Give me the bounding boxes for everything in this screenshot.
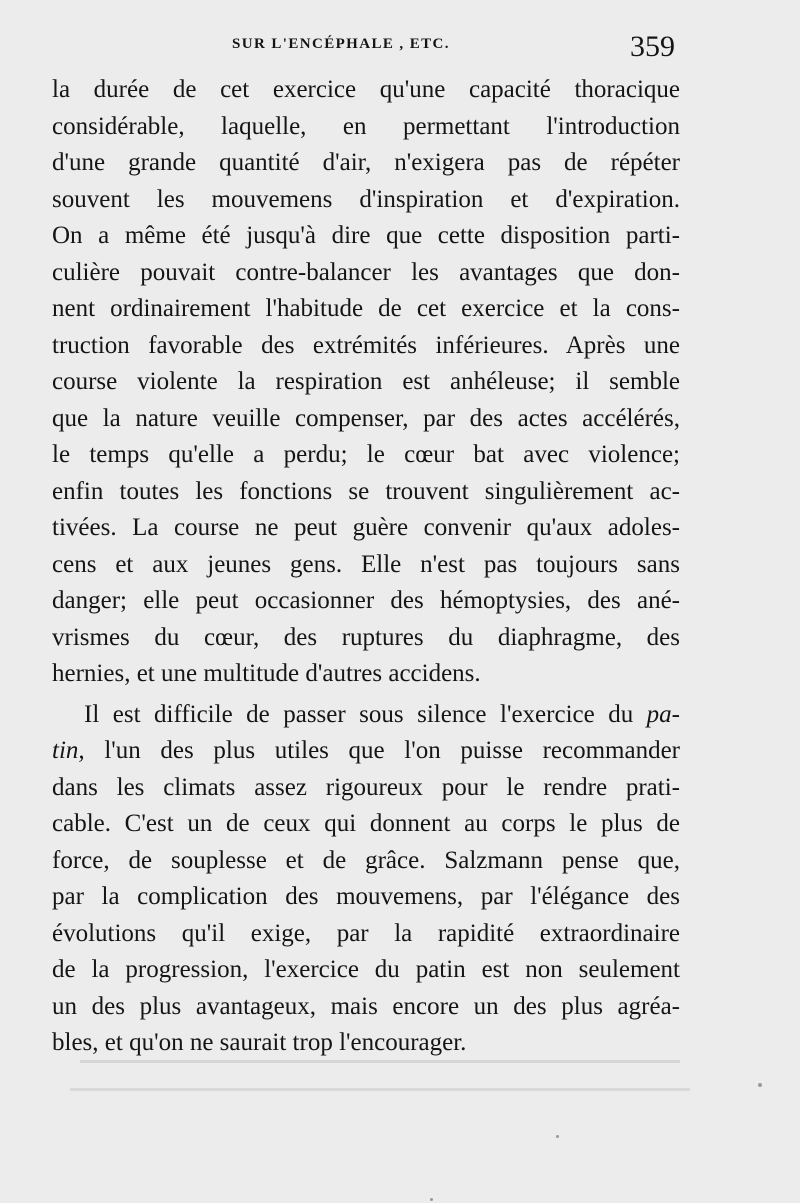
text-line: force, de souplesse et de grâce. Salzmann pense que, (52, 846, 680, 874)
text-line: nent ordinairement l'habitude de cet exercice et la cons- (52, 295, 680, 322)
paper-speck (758, 1083, 762, 1087)
text-line: truction favorable des extrémités inférieures. Après une (52, 331, 680, 359)
bleed-through-shapes (60, 1050, 700, 1110)
paper-speck (556, 1135, 559, 1138)
text-line: On a même été jusqu'à dire que cette disposition parti- (52, 222, 680, 249)
italic-term: pa- (646, 700, 680, 728)
text-line: considérable, laquelle, en permettant l'introduction (52, 112, 680, 140)
text-line: course violente la respiration est anhéleuse; il semble (52, 368, 680, 395)
page-header (0, 30, 800, 70)
text-line: la durée de cet exercice qu'une capacité thoracique (52, 76, 680, 103)
text-line: hernies, et une multitude d'autres accidens. (52, 660, 481, 687)
page-number: 359 (630, 30, 675, 63)
text-line: cable. C'est un de ceux qui donnent au corps le plus de (52, 810, 680, 837)
text-line: enfin toutes les fonctions se trouvent singulièrement ac- (52, 477, 680, 505)
text-line: dans les climats assez rigoureux pour le rendre prati- (52, 773, 680, 801)
text-line: que la nature veuille compenser, par des actes accélérés, (52, 404, 680, 432)
text-line: par la complication des mouvemens, par l'élégance des (52, 883, 680, 910)
text-line: vrismes du cœur, des ruptures du diaphragme, des (52, 623, 680, 651)
body-text (52, 72, 680, 1062)
text-line: danger; elle peut occasionner des hémoptysies, des ané- (52, 587, 680, 614)
text-line: bles, et qu'on ne saurait trop l'encourager. (52, 1029, 467, 1056)
bleed-through-marks (60, 1050, 700, 1110)
text-line: évolutions qu'il exige, par la rapidité extraordinaire (52, 919, 680, 947)
paper-speck (430, 1198, 433, 1201)
text-line: un des plus avantageux, mais encore un des plus agréa- (52, 992, 680, 1020)
paragraph-2 (52, 697, 680, 1062)
text-line: d'une grande quantité d'air, n'exigera pas de répéter (52, 149, 680, 176)
text-line: souvent les mouvemens d'inspiration et d'expiration. (52, 185, 680, 213)
text-line: culière pouvait contre-balancer les avantages que don- (52, 258, 680, 286)
text-line: de la progression, l'exercice du patin est non seulement (52, 956, 680, 983)
italic-term: tin, (52, 737, 85, 764)
text-fragment: Il est difficile de passer sous silence l'exercice du (84, 700, 647, 728)
running-head: SUR L'ENCÉPHALE , ETC. (232, 36, 450, 52)
text-line (52, 697, 680, 734)
text-line (52, 733, 680, 770)
text-line: le temps qu'elle a perdu; le cœur bat avec violence; (52, 441, 680, 468)
text-line: cens et aux jeunes gens. Elle n'est pas toujours sans (52, 550, 680, 578)
paragraph-1 (52, 72, 680, 693)
text-line: tivées. La course ne peut guère convenir qu'aux adoles- (52, 514, 680, 541)
text-fragment: l'un des plus utiles que l'on puisse recommander (84, 737, 680, 764)
